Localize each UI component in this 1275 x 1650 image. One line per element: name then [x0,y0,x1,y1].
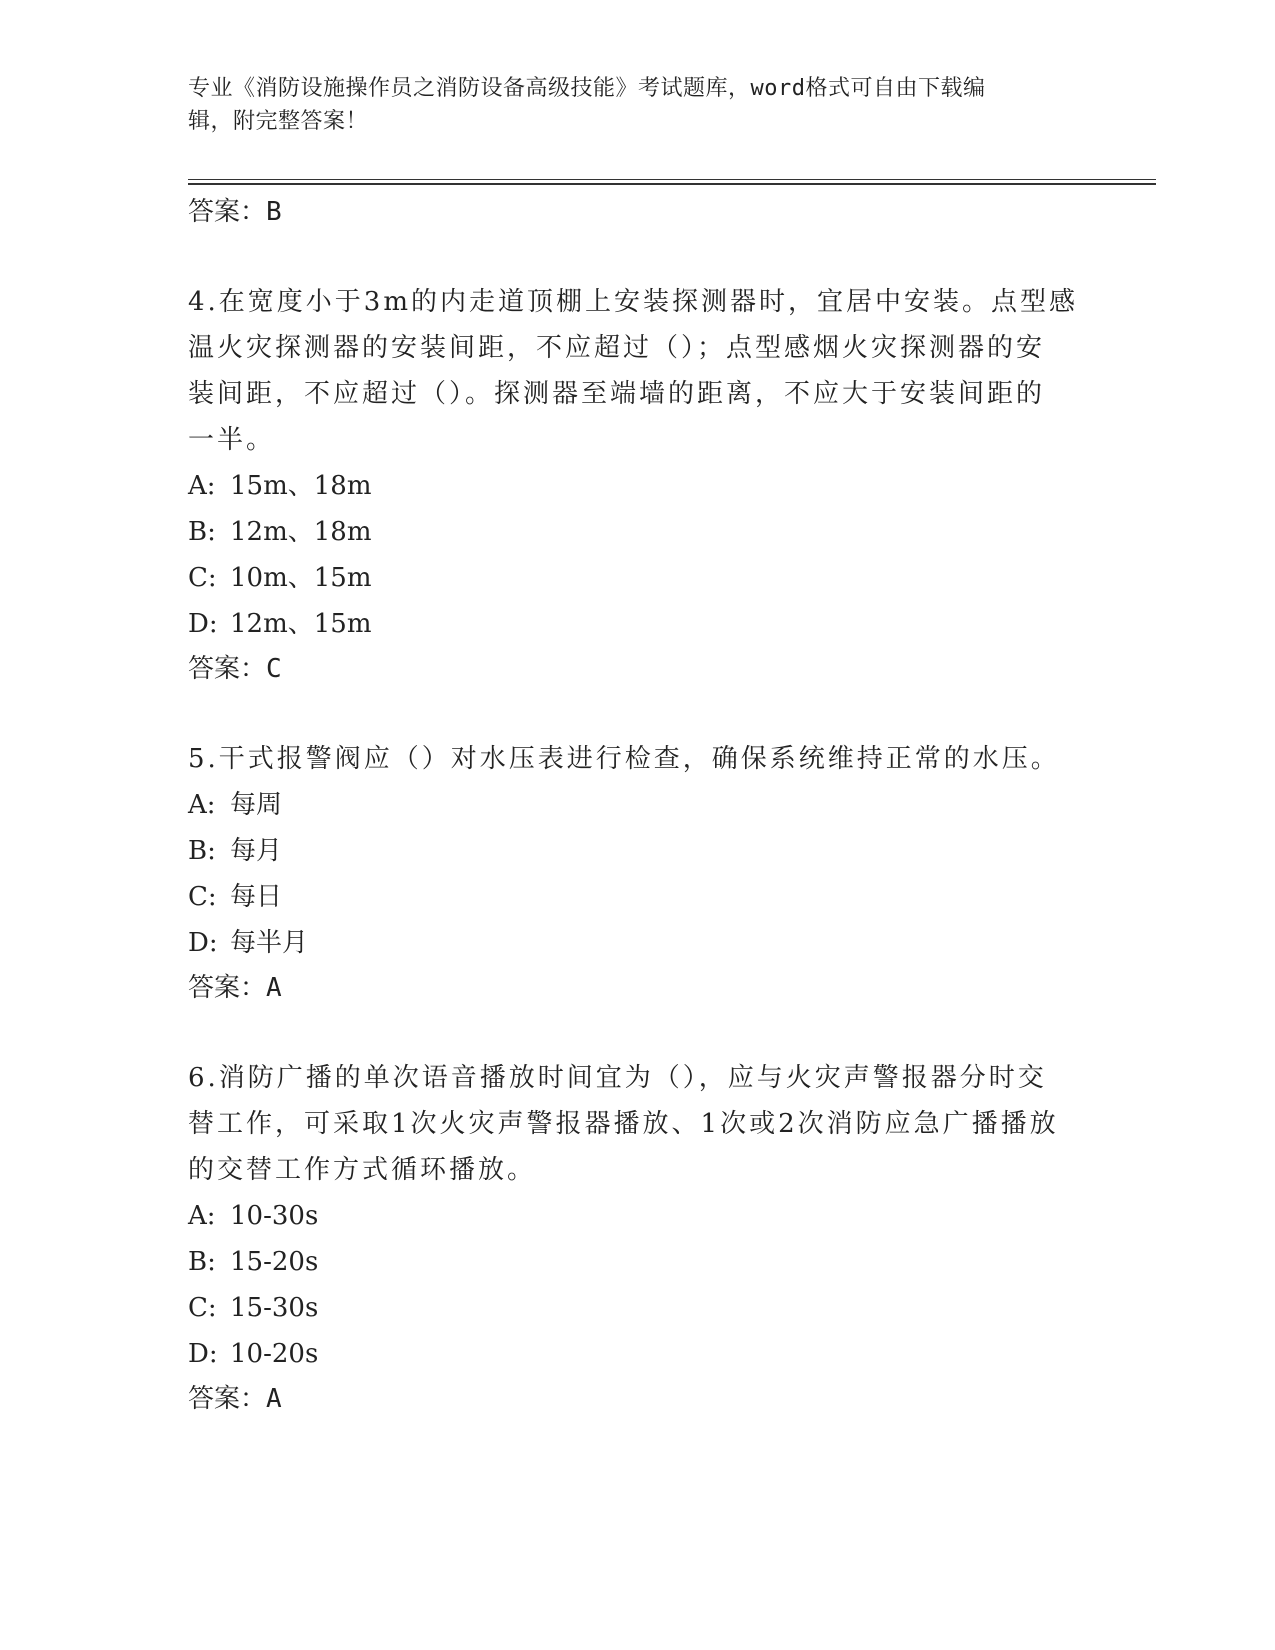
question-text [188,736,1088,782]
question-answer: 答案：A [188,1384,282,1414]
option-value: 10-20s [230,1339,319,1369]
question-text [188,1055,1088,1193]
option-key: A: [188,471,216,501]
question-text-line: 替工作，可采取1次火灾声警报器播放、1次或2次消防应急广播播放 [188,1109,1059,1139]
option-a [188,1193,1088,1239]
option-key: A: [188,790,216,820]
option-c [188,874,1088,920]
option-key: A: [188,1201,216,1231]
header-divider-thick [188,183,1156,185]
option-a [188,463,1088,509]
option-d [188,1331,1088,1377]
header-line-2: 辑，附完整答案！ [188,109,369,134]
question-text-line: 4.在宽度小于3m的内走道顶棚上安装探测器时，宜居中安装。点型感 [188,287,1079,317]
question-text-line: 6.消防广播的单次语音播放时间宜为（），应与火灾声警报器分时交 [188,1063,1047,1093]
option-key: D: [188,1339,218,1369]
option-value: 每半月 [230,928,309,958]
document-body [188,190,1088,1421]
option-key: C: [188,882,217,912]
option-value: 15m、18m [230,471,372,501]
option-value: 每周 [230,790,283,820]
header-line-1: 专业《消防设施操作员之消防设备高级技能》考试题库，word格式可自由下载编 [188,76,986,101]
option-value: 12m、15m [230,609,372,639]
question-5 [188,736,1088,1010]
option-key: D: [188,928,218,958]
question-answer: 答案：C [188,654,282,684]
option-key: C: [188,1293,217,1323]
question-text [188,279,1088,463]
question-text-line: 装间距，不应超过（）。探测器至端墙的距离，不应大于安装间距的 [188,379,1046,409]
option-b [188,509,1088,555]
question-6 [188,1055,1088,1421]
option-a [188,782,1088,828]
question-text-line: 的交替工作方式循环播放。 [188,1155,537,1185]
option-c [188,1285,1088,1331]
option-d [188,920,1088,966]
option-value: 每月 [230,836,283,866]
question-answer: 答案：A [188,973,282,1003]
option-value: 每日 [230,882,283,912]
option-key: B: [188,836,216,866]
option-value: 12m、18m [230,517,372,547]
question-4 [188,279,1088,691]
option-key: B: [188,517,216,547]
option-d [188,601,1088,647]
option-b [188,828,1088,874]
option-key: D: [188,609,218,639]
option-b [188,1239,1088,1285]
option-key: B: [188,1247,216,1277]
option-value: 15-20s [230,1247,319,1277]
option-value: 10-30s [230,1201,319,1231]
question-text-line: 温火灾探测器的安装间距，不应超过（）；点型感烟火灾探测器的安 [188,333,1046,363]
option-key: C: [188,563,217,593]
previous-question-answer: 答案：B [188,197,282,227]
document-header [188,72,1088,138]
header-divider-thin [188,179,1156,180]
option-value: 10m、15m [230,563,372,593]
question-text-line: 5.干式报警阀应（）对水压表进行检查，确保系统维持正常的水压。 [188,744,1060,774]
option-c [188,555,1088,601]
question-text-line: 一半。 [188,425,276,455]
option-value: 15-30s [230,1293,319,1323]
